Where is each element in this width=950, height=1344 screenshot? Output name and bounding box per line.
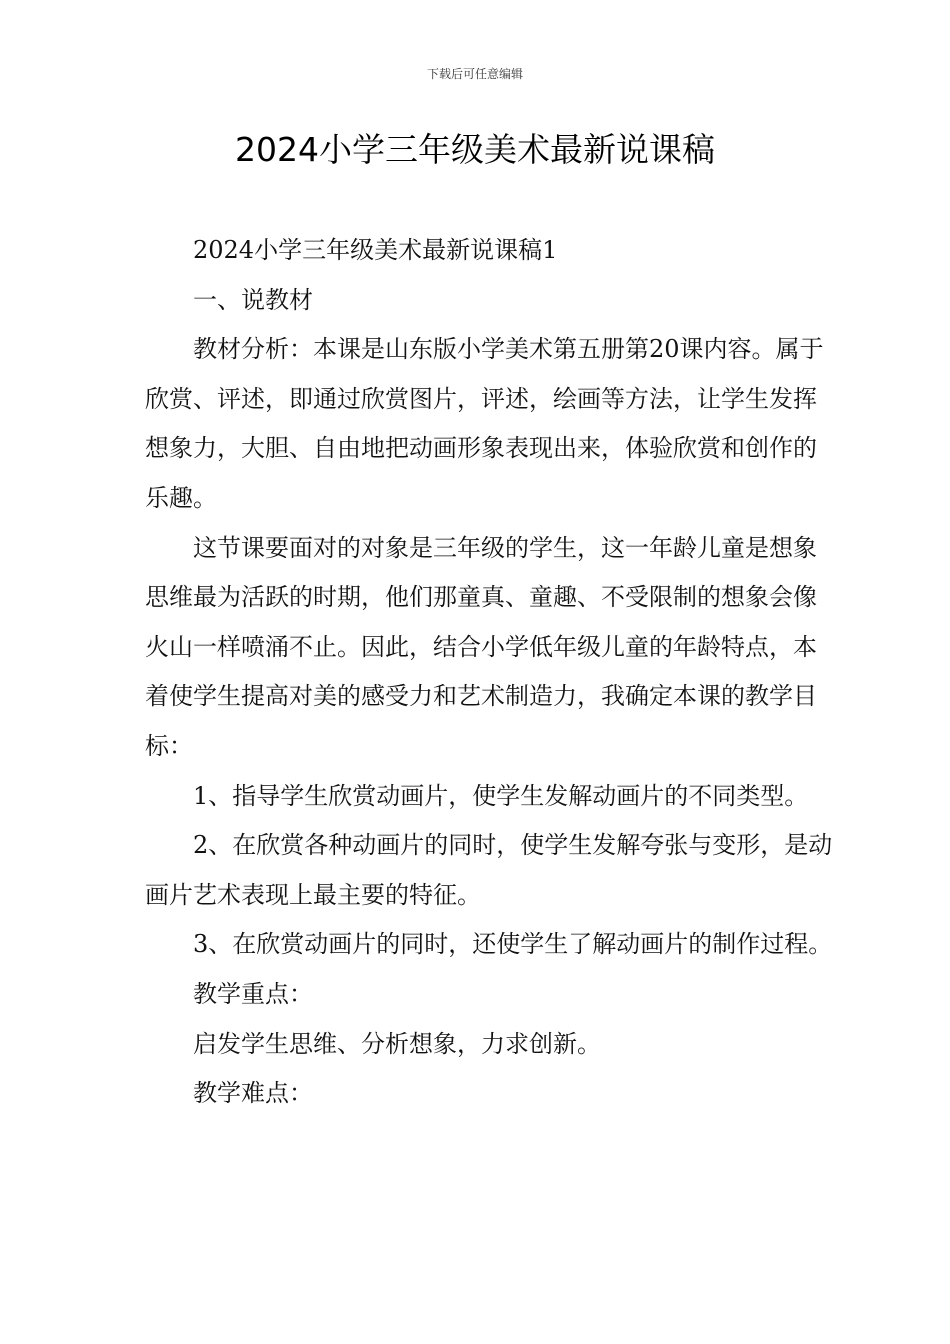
document-body: [145, 226, 835, 1119]
body-paragraph: 教材分析：本课是山东版小学美术第五册第20课内容。属于欣赏、评述，即通过欣赏图片，评述，绘画等方法，让学生发挥想象力，大胆、自由地把动画形象表现出来，体验欣赏和创作的乐趣。: [145, 335, 824, 512]
document-title: 2024小学三年级美术最新说课稿: [235, 130, 715, 169]
section-heading: 2024小学三年级美术最新说课稿1: [193, 236, 558, 264]
body-paragraph: 启发学生思维、分析想象，力求创新。: [193, 1029, 601, 1058]
body-paragraph: 这节课要面对的对象是三年级的学生，这一年龄儿童是想象思维最为活跃的时期，他们那童真、童趣、不受限制的想象会像火山一样喷涌不止。因此，结合小学低年级儿童的年龄特点，本着使学生提高对美的感受力和艺术制造力，我确定本课的教学目标：: [145, 533, 817, 760]
list-item: 2、在欣赏各种动画片的同时，使学生发解夸张与变形，是动画片艺术表现上最主要的特征。: [145, 831, 833, 909]
label-heading: 教学难点：: [193, 1079, 313, 1108]
list-item: 3、在欣赏动画片的同时，还使学生了解动画片的制作过程。: [193, 930, 833, 959]
list-item: 1、指导学生欣赏动画片，使学生发解动画片的不同类型。: [193, 781, 809, 810]
label-heading: 教学重点：: [193, 979, 313, 1008]
page-header: 下载后可任意编辑: [426, 67, 523, 81]
subsection-heading: 一、说教材: [193, 285, 313, 314]
